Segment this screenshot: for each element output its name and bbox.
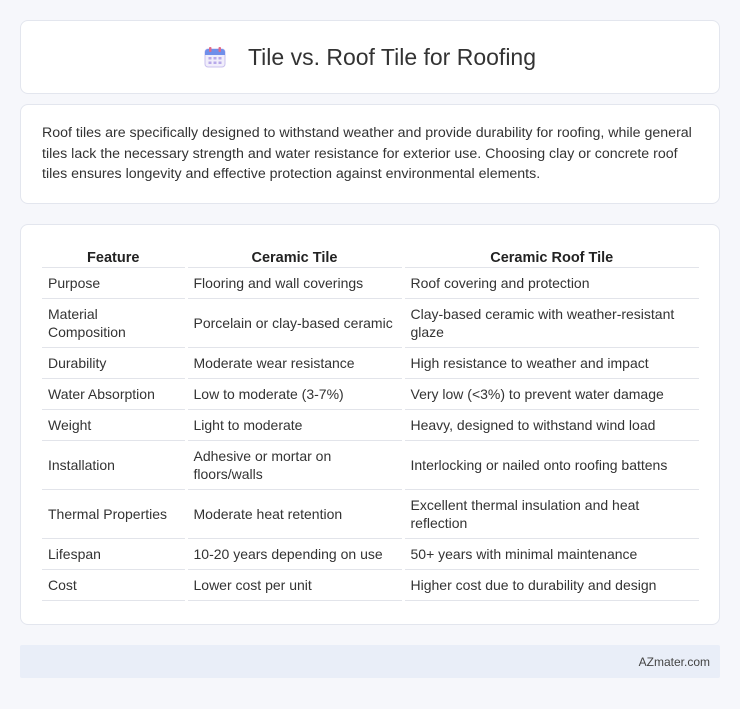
- footer-site-name: AZmater.com: [638, 654, 710, 669]
- ceramic-roof-tile-cell: High resistance to weather and impact: [403, 347, 699, 378]
- table-card: [20, 224, 720, 625]
- ceramic-roof-tile-cell: Higher cost due to durability and design: [403, 569, 699, 600]
- feature-cell: Thermal Properties: [42, 489, 186, 538]
- calendar-icon: [204, 46, 226, 68]
- table-row: [42, 267, 699, 298]
- feature-cell: Installation: [42, 440, 186, 489]
- ceramic-roof-tile-cell: Excellent thermal insulation and heat reflection: [403, 489, 699, 538]
- column-header-ceramic-roof-tile: Ceramic Roof Tile: [403, 245, 699, 267]
- table-row: [42, 378, 699, 409]
- feature-cell: Weight: [42, 409, 186, 440]
- ceramic-tile-cell: 10-20 years depending on use: [186, 538, 403, 569]
- intro-card: [20, 104, 720, 204]
- title-wrap: [204, 44, 536, 71]
- ceramic-roof-tile-cell: Very low (<3%) to prevent water damage: [403, 378, 699, 409]
- ceramic-roof-tile-cell: 50+ years with minimal maintenance: [403, 538, 699, 569]
- table-row: [42, 489, 699, 538]
- table-row: [42, 538, 699, 569]
- column-header-ceramic-tile: Ceramic Tile: [186, 245, 403, 267]
- table-row: [42, 347, 699, 378]
- ceramic-tile-cell: Adhesive or mortar on floors/walls: [186, 440, 403, 489]
- ceramic-roof-tile-cell: Clay-based ceramic with weather-resistant glaze: [403, 298, 699, 347]
- ceramic-tile-cell: Moderate heat retention: [186, 489, 403, 538]
- ceramic-roof-tile-cell: Roof covering and protection: [403, 267, 699, 298]
- table-row: [42, 409, 699, 440]
- intro-paragraph: Roof tiles are specifically designed to withstand weather and provide durability for roofing, while general tiles lack the necessary strength and water resistance for exterior use. Choosing clay or concrete roof tiles ensures longevity and effective protection against environmental elements.: [42, 125, 692, 182]
- ceramic-roof-tile-cell: Interlocking or nailed onto roofing battens: [403, 440, 699, 489]
- feature-cell: Water Absorption: [42, 378, 186, 409]
- footer: [20, 645, 720, 678]
- feature-cell: Purpose: [42, 267, 186, 298]
- feature-cell: Lifespan: [42, 538, 186, 569]
- ceramic-tile-cell: Lower cost per unit: [186, 569, 403, 600]
- table-row: [42, 440, 699, 489]
- ceramic-roof-tile-cell: Heavy, designed to withstand wind load: [403, 409, 699, 440]
- column-header-feature: Feature: [42, 245, 186, 267]
- feature-cell: Durability: [42, 347, 186, 378]
- ceramic-tile-cell: Light to moderate: [186, 409, 403, 440]
- ceramic-tile-cell: Porcelain or clay-based ceramic: [186, 298, 403, 347]
- table-row: [42, 298, 699, 347]
- ceramic-tile-cell: Flooring and wall coverings: [186, 267, 403, 298]
- ceramic-tile-cell: Moderate wear resistance: [186, 347, 403, 378]
- comparison-table: [42, 245, 699, 601]
- table-row: [42, 569, 699, 600]
- feature-cell: Cost: [42, 569, 186, 600]
- page-title: Tile vs. Roof Tile for Roofing: [247, 43, 537, 70]
- ceramic-tile-cell: Low to moderate (3-7%): [186, 378, 403, 409]
- feature-cell: Material Composition: [42, 298, 186, 347]
- title-card: [20, 20, 720, 94]
- table-header-row: [42, 245, 699, 267]
